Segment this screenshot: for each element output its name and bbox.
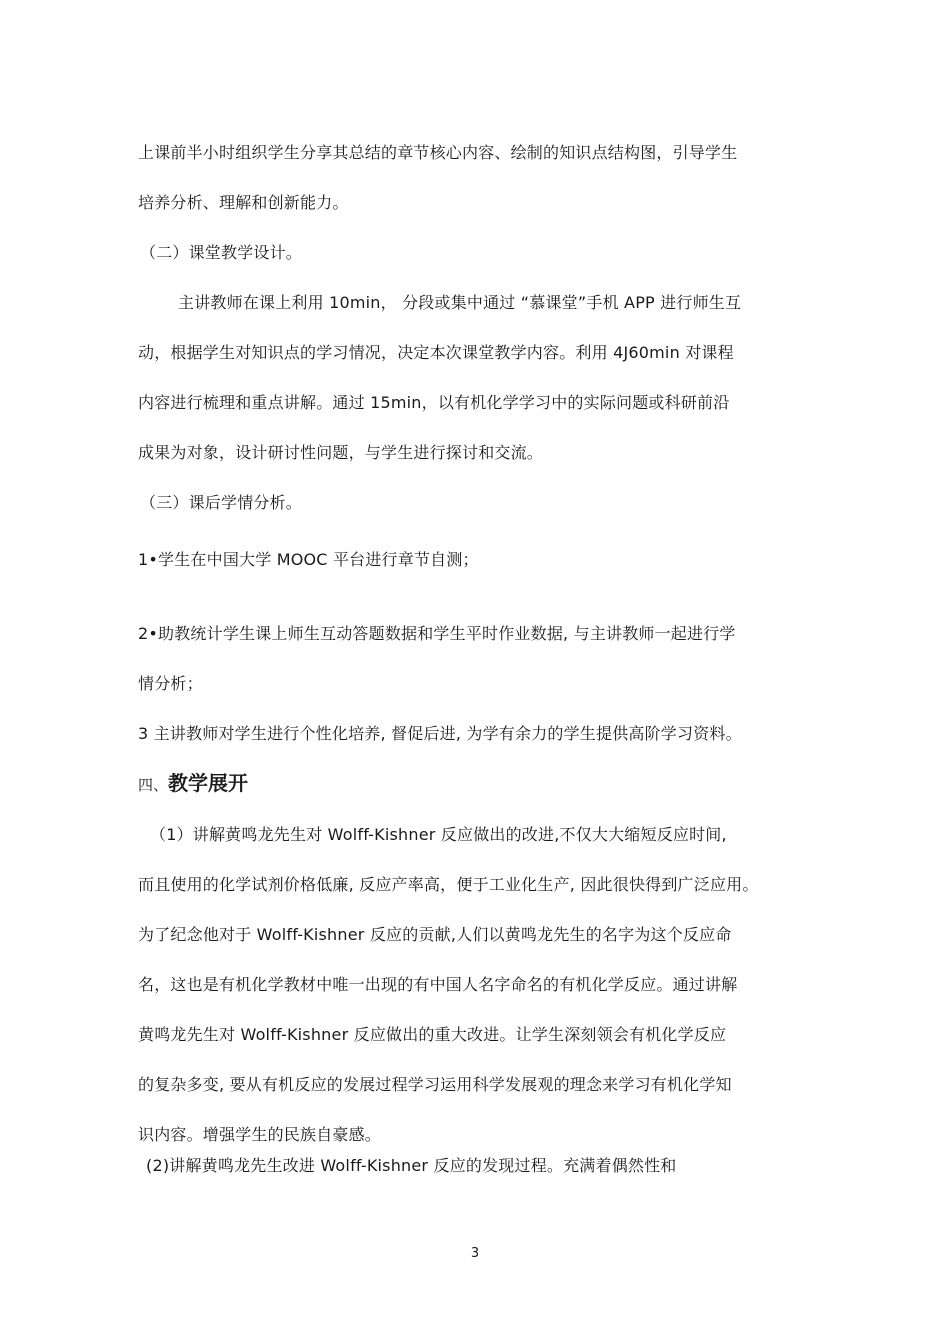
list-item: 1•学生在中国大学 MOOC 平台进行章节自测； bbox=[138, 550, 479, 569]
paragraph-line: 主讲教师在课上利用 10min， 分段或集中通过 “慕课堂”手机 APP 进行师生互 bbox=[178, 293, 742, 312]
paragraph-line: 黄鸣龙先生对 Wolff-Kishner 反应做出的重大改进。让学生深刻领会有机化学反应 bbox=[138, 1025, 727, 1044]
paragraph-line: 动，根据学生对知识点的学习情况，决定本次课堂教学内容。利用 4J60min 对课程 bbox=[138, 343, 734, 362]
paragraph-line: 而且使用的化学试剂价格低廉, 反应产率高，便于工业化生产, 因此很快得到广泛应用。 bbox=[138, 875, 759, 894]
paragraph-line: 的复杂多变, 要从有机反应的发展过程学习运用科学发展观的理念来学习有机化学知 bbox=[138, 1075, 732, 1094]
paragraph-line: 名，这也是有机化学教材中唯一出现的有中国人名字命名的有机化学反应。通过讲解 bbox=[138, 975, 738, 994]
list-item: 2•助教统计学生课上师生互动答题数据和学生平时作业数据, 与主讲教师一起进行学 bbox=[138, 624, 736, 643]
paragraph-line: 培养分析、理解和创新能力。 bbox=[138, 193, 349, 212]
list-item: 3 主讲教师对学生进行个性化培养, 督促后进, 为学有余力的学生提供高阶学习资料。 bbox=[138, 724, 742, 743]
section-title-classroom-design: （二）课堂教学设计。 bbox=[140, 243, 303, 262]
section-heading bbox=[138, 771, 248, 797]
paragraph-line: (2)讲解黄鸣龙先生改进 Wolff-Kishner 反应的发现过程。充满着偶然性和 bbox=[146, 1156, 677, 1175]
section-number: 四、 bbox=[138, 776, 169, 794]
paragraph-line: 成果为对象，设计研讨性问题，与学生进行探讨和交流。 bbox=[138, 443, 544, 462]
paragraph-line: 上课前半小时组织学生分享其总结的章节核心内容、绘制的知识点结构图，引导学生 bbox=[138, 143, 738, 162]
page-number: 3 bbox=[470, 1246, 480, 1261]
paragraph-line: （1）讲解黄鸣龙先生对 Wolff-Kishner 反应做出的改进,不仅大大缩短反应时间, bbox=[150, 825, 727, 844]
section-heading-text: 教学展开 bbox=[168, 771, 249, 795]
paragraph-line: 内容进行梳理和重点讲解。通过 15min，以有机化学学习中的实际问题或科研前沿 bbox=[138, 393, 730, 412]
list-item-continuation: 情分析； bbox=[138, 674, 203, 693]
paragraph-line: 为了纪念他对于 Wolff-Kishner 反应的贡献,人们以黄鸣龙先生的名字为这个反应命 bbox=[138, 925, 732, 944]
section-title-after-class: （三）课后学情分析。 bbox=[140, 493, 303, 512]
paragraph-line: 识内容。增强学生的民族自豪感。 bbox=[138, 1125, 382, 1144]
